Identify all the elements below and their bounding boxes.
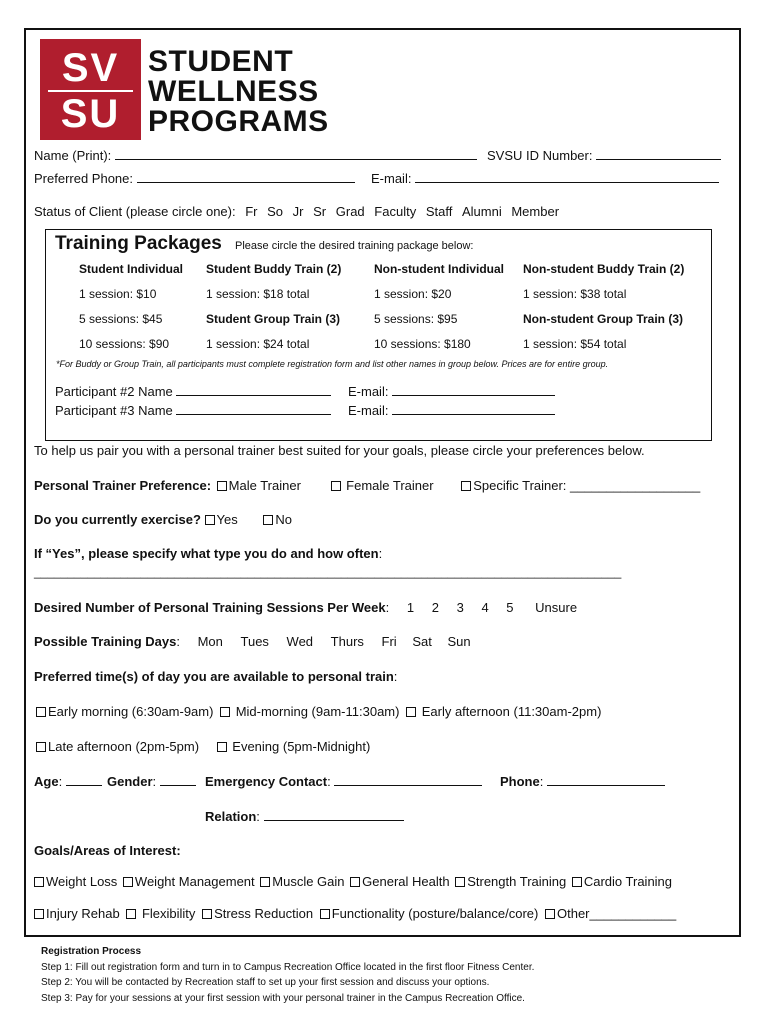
participant2-field[interactable] (55, 383, 331, 399)
status-staff[interactable]: Staff (425, 204, 453, 219)
col3-header[interactable]: Non-student Individual (374, 262, 504, 276)
checkbox-icon[interactable] (34, 877, 44, 887)
svsu-id-field[interactable] (487, 147, 721, 163)
packages-instruction: Please circle the desired training package below: (235, 240, 474, 252)
exercise-label: Do you currently exercise? (34, 512, 201, 527)
checkbox-icon[interactable] (331, 481, 341, 491)
emergency-line[interactable] (334, 773, 482, 786)
age-label: Age (34, 774, 59, 789)
checkbox-icon[interactable] (217, 481, 227, 491)
phone-field[interactable] (34, 170, 355, 186)
day-sat[interactable]: Sat (412, 634, 432, 649)
logo-text-wellness: WELLNESS (148, 75, 319, 108)
trainer-specific-option[interactable]: Specific Trainer: __________________ (461, 478, 700, 493)
participant2-email-label: E-mail: (348, 384, 389, 399)
goal-strength-training[interactable]: Strength Training (455, 874, 566, 889)
time-row-2 (36, 739, 370, 754)
sessions-4[interactable]: 4 (481, 600, 489, 615)
sessions-unsure[interactable]: Unsure (535, 600, 578, 615)
email-line[interactable] (415, 170, 719, 183)
goal-flexibility[interactable]: Flexibility (126, 906, 195, 921)
participant2-line[interactable] (176, 383, 331, 396)
relation-label: Relation (205, 809, 257, 824)
age-line[interactable] (66, 773, 102, 786)
col2-row1[interactable]: 1 session: $18 total (206, 287, 310, 301)
name-field[interactable] (34, 147, 477, 163)
svsu-id-label: SVSU ID Number: (487, 148, 593, 163)
status-member[interactable]: Member (511, 204, 560, 219)
emergency-phone-field[interactable]: Phone: (500, 773, 665, 789)
if-yes-line[interactable]: ________________________________________________________________________________________ (34, 565, 622, 579)
checkbox-icon[interactable] (260, 877, 270, 887)
relation-field[interactable]: Relation: (205, 808, 404, 824)
col2-header[interactable]: Student Buddy Train (2) (206, 262, 342, 276)
goal-other[interactable]: Other____________ (545, 906, 676, 921)
checkbox-icon[interactable] (572, 877, 582, 887)
participant2-email-line[interactable] (392, 383, 555, 396)
goal-weight-management[interactable]: Weight Management (123, 874, 255, 889)
status-label: Status of Client (please circle one): (34, 204, 236, 219)
participant3-label: Participant #3 Name (55, 403, 173, 418)
participant3-field[interactable] (55, 402, 331, 418)
status-jr[interactable]: Jr (292, 204, 304, 219)
col1-row1[interactable]: 1 session: $10 (79, 287, 157, 301)
name-line[interactable] (115, 147, 477, 160)
time-label-row: Preferred time(s) of day you are available to personal train: (34, 669, 398, 684)
col1-row3[interactable]: 10 sessions: $90 (79, 337, 170, 351)
packages-title: Training Packages (55, 233, 222, 254)
time-early-morning[interactable]: Early morning (6:30am-9am) (36, 704, 213, 719)
checkbox-icon[interactable] (34, 909, 44, 919)
col4-row1[interactable]: 1 session: $38 total (523, 287, 627, 301)
checkbox-icon[interactable] (320, 909, 330, 919)
status-alumni[interactable]: Alumni (461, 204, 502, 219)
exercise-yes-option[interactable]: Yes (205, 512, 238, 527)
trainer-preference-label: Personal Trainer Preference (34, 478, 207, 493)
day-tues[interactable]: Tues (240, 634, 269, 649)
day-thurs[interactable]: Thurs (330, 634, 364, 649)
sessions-5[interactable]: 5 (506, 600, 514, 615)
training-packages-box (45, 229, 712, 441)
time-early-afternoon[interactable]: Early afternoon (11:30am-2pm) (406, 704, 601, 719)
svsu-id-line[interactable] (596, 147, 721, 160)
gender-label: Gender (107, 774, 153, 789)
trainer-preference-row: Personal Trainer Preference: Male Trainer Female Trainer Specific Trainer: __________________ (34, 478, 701, 493)
goal-cardio-training[interactable]: Cardio Training (572, 874, 672, 889)
sessions-3[interactable]: 3 (456, 600, 464, 615)
col4-row3[interactable]: 1 session: $54 total (523, 337, 627, 351)
participant3-email-field[interactable] (348, 402, 555, 418)
time-evening[interactable]: Evening (5pm-Midnight) (217, 739, 371, 754)
trainer-female-option[interactable]: Female Trainer (331, 478, 434, 493)
logo-text-programs: PROGRAMS (148, 105, 329, 138)
name-label: Name (Print): (34, 148, 112, 163)
status-fr[interactable]: Fr (245, 204, 258, 219)
participant3-email-line[interactable] (392, 402, 555, 415)
day-fri[interactable]: Fri (381, 634, 397, 649)
checkbox-icon[interactable] (545, 909, 555, 919)
phone-label: Preferred Phone: (34, 171, 134, 186)
status-so[interactable]: So (267, 204, 284, 219)
email-field[interactable] (371, 170, 719, 186)
day-sun[interactable]: Sun (447, 634, 471, 649)
checkbox-icon[interactable] (406, 707, 416, 717)
logo-text-student: STUDENT (148, 45, 294, 78)
checkbox-icon[interactable] (126, 909, 136, 919)
checkbox-icon[interactable] (263, 515, 273, 525)
checkbox-icon[interactable] (217, 742, 227, 752)
checkbox-icon[interactable] (461, 481, 471, 491)
status-row (34, 204, 559, 219)
svsu-logo (40, 39, 141, 140)
participant2-label: Participant #2 Name (55, 384, 173, 399)
col1-row2[interactable]: 5 sessions: $45 (79, 312, 163, 326)
goals-row-1 (34, 874, 672, 889)
day-mon[interactable]: Mon (197, 634, 223, 649)
trainer-male-option[interactable]: Male Trainer (217, 478, 301, 493)
phone-line[interactable] (137, 170, 355, 183)
goal-functionality[interactable]: Functionality (posture/balance/core) (320, 906, 539, 921)
sessions-label: Desired Number of Personal Training Sessions Per Week (34, 600, 386, 615)
logo-sv: SV (61, 46, 120, 90)
logo-su: SU (60, 92, 121, 136)
relation-line[interactable] (264, 808, 404, 821)
col4-group-header[interactable]: Non-student Group Train (3) (523, 312, 683, 326)
goals-row-2 (34, 906, 676, 921)
checkbox-icon[interactable] (350, 877, 360, 887)
days-label: Possible Training Days (34, 634, 177, 649)
checkbox-icon[interactable] (205, 515, 215, 525)
emergency-phone-label: Phone (500, 774, 540, 789)
registration-step-3: Step 3: Pay for your sessions at your first session with your personal trainer in the Campus Recreation Office. (41, 993, 525, 1004)
participant3-line[interactable] (176, 402, 331, 415)
prefs-intro: To help us pair you with a personal trainer best suited for your goals, please circle your preferences below. (34, 443, 645, 458)
sessions-row: Desired Number of Personal Training Sessions Per Week: 1 2 3 4 5 Unsure (34, 600, 578, 615)
status-sr[interactable]: Sr (313, 204, 327, 219)
status-grad[interactable]: Grad (335, 204, 365, 219)
col3-row2[interactable]: 5 sessions: $95 (374, 312, 458, 326)
checkbox-icon[interactable] (123, 877, 133, 887)
goals-label: Goals/Areas of Interest: (34, 843, 181, 858)
goal-stress-reduction[interactable]: Stress Reduction (202, 906, 313, 921)
age-field[interactable]: Age: (34, 773, 102, 789)
registration-step-1: Step 1: Fill out registration form and turn in to Campus Recreation Office located in the first floor Fitness Center. (41, 962, 535, 973)
goal-general-health[interactable]: General Health (350, 874, 449, 889)
registration-title: Registration Process (41, 946, 142, 957)
day-wed[interactable]: Wed (286, 634, 314, 649)
exercise-no-option[interactable]: No (263, 512, 292, 527)
participant2-email-field[interactable] (348, 383, 555, 399)
status-faculty[interactable]: Faculty (374, 204, 417, 219)
col4-header[interactable]: Non-student Buddy Train (2) (523, 262, 685, 276)
col3-row1[interactable]: 1 session: $20 (374, 287, 452, 301)
if-yes-label: If “Yes”, please specify what type you do and how often: (34, 546, 383, 561)
gender-field[interactable]: Gender: (107, 773, 196, 789)
sessions-2[interactable]: 2 (431, 600, 439, 615)
emergency-label: Emergency Contact (205, 774, 328, 789)
time-label: Preferred time(s) of day you are available to personal train (34, 669, 394, 684)
checkbox-icon[interactable] (220, 707, 230, 717)
time-mid-morning[interactable]: Mid-morning (9am-11:30am) (220, 704, 399, 719)
emergency-field[interactable]: Emergency Contact: (205, 773, 482, 789)
registration-step-2: Step 2: You will be contacted by Recreation staff to set up your first session and discuss your options. (41, 977, 490, 988)
sessions-1[interactable]: 1 (406, 600, 415, 615)
exercise-row (34, 512, 292, 527)
col3-row3[interactable]: 10 sessions: $180 (374, 337, 471, 351)
checkbox-icon[interactable] (202, 909, 212, 919)
emergency-phone-line[interactable] (547, 773, 665, 786)
email-label: E-mail: (371, 171, 412, 186)
col2-row3[interactable]: 1 session: $24 total (206, 337, 310, 351)
checkbox-icon[interactable] (455, 877, 465, 887)
time-row-1 (36, 704, 601, 719)
packages-note: *For Buddy or Group Train, all participants must complete registration form and list other names in group below. Prices are for entire group. (56, 359, 609, 369)
participant3-email-label: E-mail: (348, 403, 389, 418)
goal-injury-rehab[interactable]: Injury Rehab (34, 906, 120, 921)
goal-weight-loss[interactable]: Weight Loss (34, 874, 117, 889)
days-row: Possible Training Days: Mon Tues Wed Thurs Fri Sat Sun (34, 634, 471, 649)
col2-group-header[interactable]: Student Group Train (3) (206, 312, 340, 326)
gender-line[interactable] (160, 773, 196, 786)
time-late-afternoon[interactable]: Late afternoon (2pm-5pm) (36, 739, 199, 754)
checkbox-icon[interactable] (36, 742, 46, 752)
goal-muscle-gain[interactable]: Muscle Gain (260, 874, 344, 889)
col1-header[interactable]: Student Individual (79, 262, 183, 276)
checkbox-icon[interactable] (36, 707, 46, 717)
